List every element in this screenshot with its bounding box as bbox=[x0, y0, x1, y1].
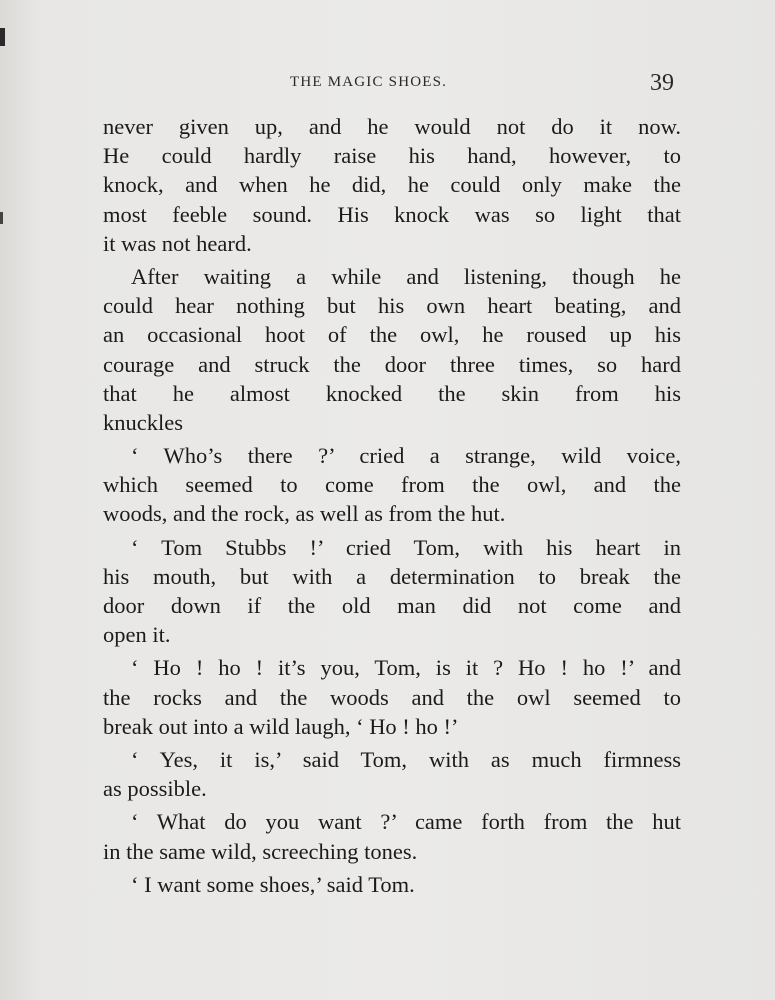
paragraph bbox=[103, 653, 681, 741]
paragraph bbox=[103, 441, 681, 529]
running-title: THE MAGIC SHOES. bbox=[290, 74, 448, 90]
text-line: ‘ Ho ! ho ! it’s you, Tom, is it ? Ho ! ho !’ and bbox=[131, 655, 681, 681]
text-line: woods, and the rock, as well as from the hut. bbox=[103, 501, 506, 527]
text-line: in the same wild, screeching tones. bbox=[103, 838, 418, 864]
text-line: the rocks and the woods and the owl seemed to bbox=[103, 684, 681, 710]
paragraph bbox=[103, 870, 681, 899]
text-line: ‘ Yes, it is,’ said Tom, with as much firmness bbox=[131, 746, 681, 772]
text-line: courage and struck the door three times, so hard bbox=[103, 351, 681, 377]
paragraph bbox=[103, 533, 681, 650]
text-line: knock, and when he did, he could only make the bbox=[103, 172, 681, 198]
paragraph bbox=[103, 807, 681, 865]
text-line: which seemed to come from the owl, and the bbox=[103, 472, 681, 498]
body-text bbox=[103, 112, 681, 899]
text-line: After waiting a while and listening, though he bbox=[131, 263, 681, 289]
text-line: knuckles bbox=[103, 409, 183, 435]
text-line: open it. bbox=[103, 622, 171, 648]
text-line: He could hardly raise his hand, however, to bbox=[103, 143, 681, 169]
page-number: 39 bbox=[650, 70, 674, 96]
text-line: ‘ Tom Stubbs !’ cried Tom, with his heart in bbox=[131, 534, 681, 560]
text-line: ‘ I want some shoes,’ said Tom. bbox=[131, 871, 415, 897]
text-line: door down if the old man did not come and bbox=[103, 593, 681, 618]
text-line: that he almost knocked the skin from his bbox=[103, 380, 681, 406]
text-line: could hear nothing but his own heart beating, and bbox=[103, 293, 681, 319]
text-line: ‘ Who’s there ?’ cried a strange, wild voice, bbox=[131, 443, 681, 469]
text-line: break out into a wild laugh, ‘ Ho ! ho !’ bbox=[103, 713, 459, 739]
text-line: an occasional hoot of the owl, he roused up his bbox=[103, 322, 681, 348]
page-edge-mark bbox=[0, 28, 5, 46]
text-line: as possible. bbox=[103, 776, 207, 802]
paragraph bbox=[103, 262, 681, 437]
paragraph bbox=[103, 745, 681, 803]
text-line: ‘ What do you want ?’ came forth from the hut bbox=[131, 809, 681, 835]
page-edge-mark-lower bbox=[0, 212, 3, 224]
text-line: it was not heard. bbox=[103, 230, 252, 256]
text-line: never given up, and he would not do it now. bbox=[103, 114, 681, 139]
text-line: most feeble sound. His knock was so light that bbox=[103, 201, 681, 227]
paragraph bbox=[103, 112, 681, 258]
text-line: his mouth, but with a determination to break the bbox=[103, 563, 681, 589]
